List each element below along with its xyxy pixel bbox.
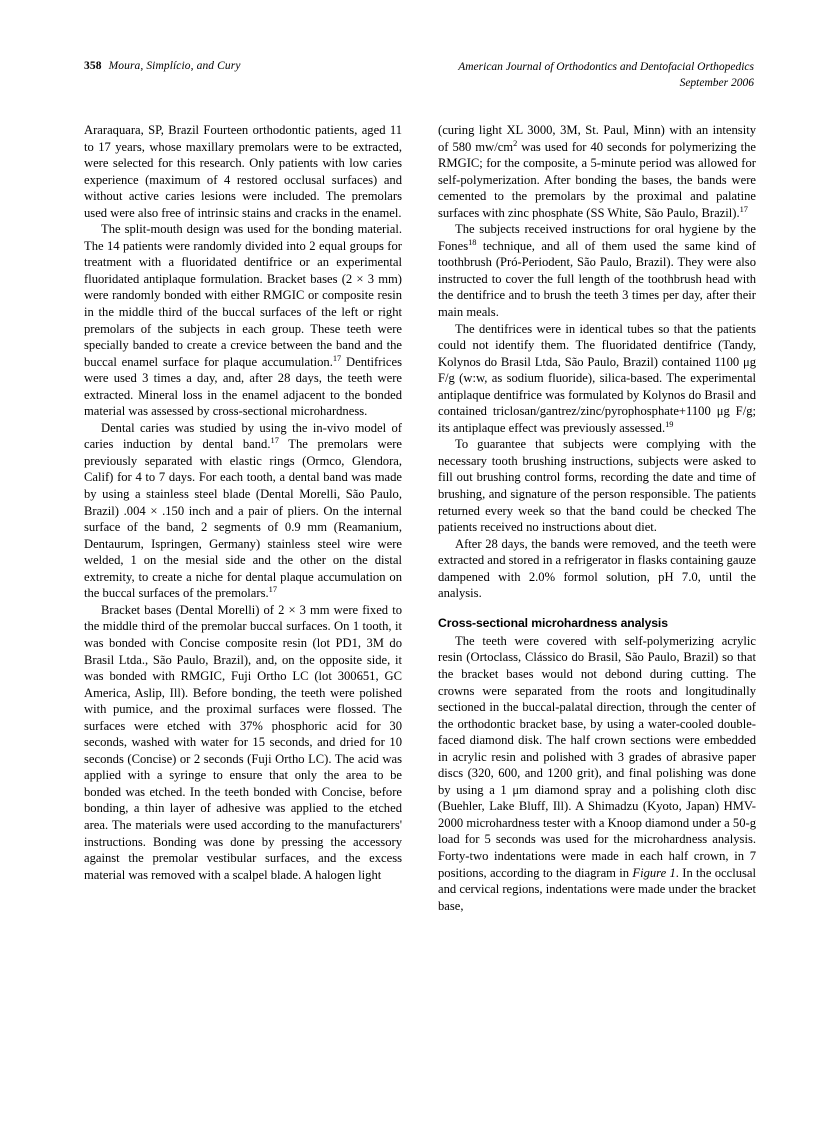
paragraph: The teeth were covered with self-polymerizing acrylic resin (Ortoclass, Clássico do Brasil, São Paulo, Brazil) so that the bracket bases would not debond during cutting. The crowns were separated from the roots and longitudinally sectioned in the buccal-palatal direction, through the center of the orthodontic bracket base, by using a water-cooled double-faced diamond disk. The half crown sections were embedded in acrylic resin and polished with 3 grades of abrasive paper discs (320, 600, and 1200 grit), and final polishing was done by using a 1 μm diamond spray and a polishing cloth disc (Buehler, Lake Bluff, Ill). A Shimadzu (Kyoto, Japan) HMV-2000 microhardness tester with a Knoop diamond under a 50-g load for 5 seconds was used for the microhardness analysis. Forty-two indentations were made in each half crown, in 7 positions, according to the diagram in Figure 1. In the occlusal and cervical regions, indentations were made under the bracket base,: [438, 633, 757, 913]
paragraph: The subjects received instructions for oral hygiene by the Fones$^{18}$ technique, and all of them used the same kind of toothbrush (Pró-Periodent, São Paulo, Brazil). They were also instructed to cover the full length of the toothbrush head with the dentifrice and to brush the teeth 3 times per day, after their main meals.: [438, 222, 756, 320]
section-heading: Cross-sectional microhardness analysis: [438, 615, 668, 630]
paragraph: The dentifrices were in identical tubes so that the patients could not identify them. The fluoridated dentifrice (Tandy, Kolynos do Brasil Ltda, São Paulo, Brazil) contained 1100 μg F/g (w:w, as sodium fluoride), silica-based. The experimental antiplaque dentifrice was formulated by Kolynos do Brasil and contained triclosan/gantrez/zinc/pyrophosphate+1100 μg F/g; its antiplaque effect was previously assessed.$^{19}$: [438, 321, 756, 435]
paragraph: Dental caries was studied by using the in-vivo model of caries induction by dental band.$^{17}$ The premolars were previously separated with elastic rings (Ormco, Glendora, Calif) for 4 to 7 days. For each tooth, a dental band was made by using a stainless steel blade (Dental Morelli, São Paulo, Brazil) .004 × .150 inch and a pair of pliers. On the internal surface of the band, 2 segments of 0.9 mm (Reamanium, Dentaurum, Ispringen, Germany) stainless steel wire were welded, 1 on the mesial side and the other on the distal extremity, to create a niche for dental plaque accumulation on the buccal surfaces of the premolars.$^{17}$: [84, 420, 402, 601]
journal-title: American Journal of Orthodontics and Dentofacial Orthopedics: [458, 61, 754, 73]
running-head-authors: Moura, Simplício, and Cury: [108, 60, 241, 72]
running-head: [84, 60, 754, 94]
running-head-right: [458, 60, 754, 91]
page-number: 358: [84, 60, 102, 72]
column-left: [84, 122, 402, 883]
running-head-left: [84, 60, 241, 72]
paragraph: After 28 days, the bands were removed, and the teeth were extracted and stored in a refrigerator in flasks containing gauze dampened with 2.0% formol solution, pH 7.0, until the analysis.: [438, 536, 756, 601]
paragraph: The split-mouth design was used for the bonding material. The 14 patients were randomly divided into 2 equal groups for treatment with a fluoridated dentifrice or an experimental fluoridated antiplaque formulation. Bracket bases (2 × 3 mm) were randomly bonded with either RMGIC or composite resin in the middle third of the buccal surfaces of the left or right premolars of the subjects in each group. These teeth were specially banded to create a crevice between the band and the buccal enamel surface for plaque accumulation.$^{17}$ Dentifrices were used 3 times a day, and, after 28 days, the teeth were extracted. Mineral loss in the enamel adjacent to the bonded material was assessed by cross-sectional microhardness.: [84, 222, 402, 419]
paragraph: To guarantee that subjects were complying with the necessary tooth brushing instructions, subjects were asked to fill out brushing control forms, recording the date and time of brushing, and signature of the person responsible. The patients returned every week so that the band could be checked The patients received no instructions about diet.: [438, 437, 756, 535]
paragraph: (curing light XL 3000, 3M, St. Paul, Minn) with an intensity of 580 $mw/cm^2$ was used for 40 seconds for polymerizing the RMGIC; for the composite, a 5-minute period was allowed for self-polymerization. After bonding the bases, the bands were cemented to the premolars by the proximal and palatine surfaces with zinc phosphate (SS White, São Paulo, Brazil).$^{17}$: [438, 123, 756, 220]
paragraph: Bracket bases (Dental Morelli) of 2 × 3 mm were fixed to the middle third of the premolar buccal surfaces. On 1 tooth, it was bonded with Concise composite resin (lot PD1, 3M do Brasil Ltda., São Paulo, Brazil), and, on the opposite side, it was bonded with RMGIC, Fuji Ortho LC (lot 300651, GC America, Aslip, Ill). Before bonding, the teeth were polished with pumice, and the proximal surfaces were flossed. The surfaces were etched with 37% phosphoric acid for 30 seconds, washed with water for 15 seconds, and dried for 10 seconds (Concise) or 2 seconds (Fuji Ortho LC). The acid was applied with a syringe to ensure that only the area to be bonded was etched. In the teeth bonded with Concise, before bonding, a thin layer of adhesive was applied to the etched area. The materials were used according to the manufacturers' instructions. Bonding was done by pressing the accessory against the premolar vestibular surfaces, and the excess material was removed with a scalpel blade. A halogen light: [84, 602, 402, 882]
issue-date: September 2006: [679, 76, 754, 89]
column-right: [438, 122, 756, 914]
paragraph: Araraquara, SP, Brazil Fourteen orthodontic patients, aged 11 to 17 years, whose maxillary premolars were to be extracted, were selected for this research. Only patients with low caries experience (maximum of 4 restored occlusal surfaces) and without active caries lesions were included. The premolars used were also free of intrinsic stains and cracks in the enamel.: [84, 123, 402, 220]
